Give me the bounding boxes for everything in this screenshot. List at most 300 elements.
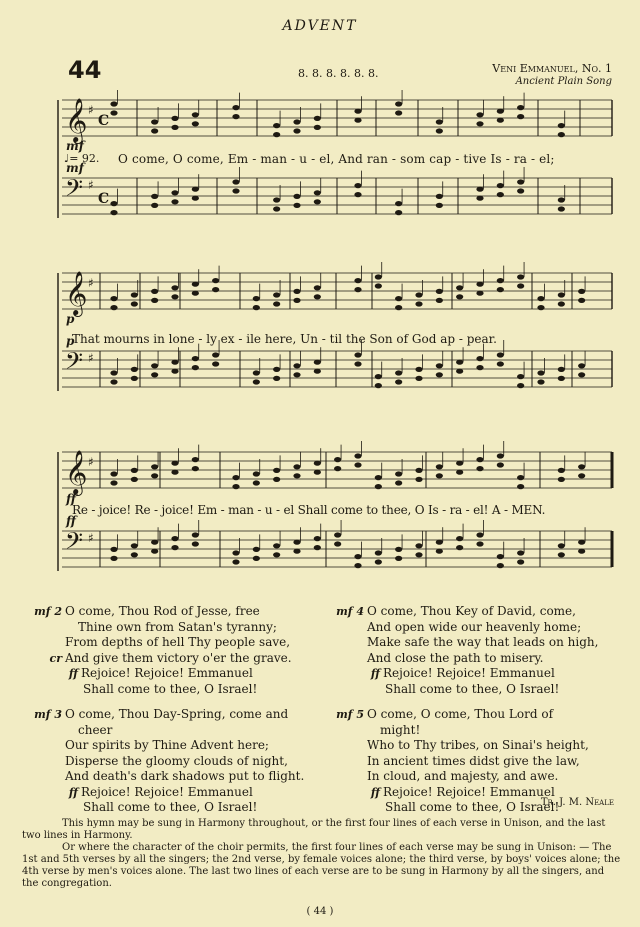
- verses-left: [34, 604, 330, 816]
- note-head: [171, 294, 178, 299]
- dynamic-mark: ff: [370, 785, 380, 799]
- note-head: [273, 197, 280, 202]
- note-head: [517, 179, 524, 184]
- note-head: [232, 105, 239, 110]
- note-head: [354, 453, 361, 458]
- note-head: [151, 203, 158, 208]
- key-signature-sharp: ♯: [88, 455, 94, 469]
- note-head: [517, 114, 524, 119]
- note-head: [436, 203, 443, 208]
- note-head: [110, 471, 117, 476]
- note-head: [293, 119, 300, 124]
- note-head: [375, 274, 382, 279]
- note-head: [293, 473, 300, 478]
- note-head: [131, 477, 138, 482]
- note-head: [354, 278, 361, 283]
- verse-line: might!: [380, 722, 421, 737]
- note-head: [456, 285, 463, 290]
- note-head: [476, 457, 483, 462]
- note-head: [497, 278, 504, 283]
- note-head: [395, 201, 402, 206]
- note-head: [578, 540, 585, 545]
- note-head: [171, 369, 178, 374]
- note-head: [314, 545, 321, 550]
- dynamic-mark: mf 3: [34, 708, 62, 721]
- note-head: [314, 285, 321, 290]
- note-head: [497, 352, 504, 357]
- treble-clef: 𝄞: [65, 98, 88, 142]
- verse-line: Our spirits by Thine Advent here;: [65, 738, 269, 752]
- note-head: [334, 466, 341, 471]
- note-head: [232, 114, 239, 119]
- note-head: [476, 356, 483, 361]
- note-head: [253, 480, 260, 485]
- note-head: [334, 532, 341, 537]
- note-head: [253, 547, 260, 552]
- note-head: [517, 283, 524, 288]
- note-head: [497, 563, 504, 568]
- note-head: [476, 112, 483, 117]
- note-head: [131, 292, 138, 297]
- note-head: [273, 132, 280, 137]
- note-head: [314, 125, 321, 130]
- section-title: ADVENT: [282, 18, 358, 34]
- note-head: [558, 123, 565, 128]
- note-head: [436, 119, 443, 124]
- note-head: [476, 291, 483, 296]
- note-head: [192, 356, 199, 361]
- bass-clef: 𝄢: [65, 174, 84, 207]
- page-number: ( 44 ): [306, 906, 334, 917]
- note-head: [558, 301, 565, 306]
- note-head: [273, 301, 280, 306]
- note-head: [293, 128, 300, 133]
- note-head: [171, 125, 178, 130]
- note-head: [456, 294, 463, 299]
- key-signature-sharp: ♯: [88, 351, 94, 365]
- note-head: [192, 466, 199, 471]
- note-head: [110, 210, 117, 215]
- note-head: [354, 183, 361, 188]
- verses-right: [336, 604, 626, 816]
- note-head: [497, 109, 504, 114]
- note-head: [436, 540, 443, 545]
- note-head: [415, 292, 422, 297]
- note-head: [537, 370, 544, 375]
- note-head: [558, 477, 565, 482]
- key-signature-sharp: ♯: [88, 103, 94, 117]
- note-head: [517, 374, 524, 379]
- tune-source: Ancient Plain Song: [515, 76, 612, 87]
- note-head: [375, 484, 382, 489]
- note-head: [314, 369, 321, 374]
- meter: 8. 8. 8. 8. 8. 8.: [298, 67, 379, 80]
- note-head: [192, 365, 199, 370]
- note-head: [395, 110, 402, 115]
- note-head: [415, 477, 422, 482]
- note-head: [131, 367, 138, 372]
- note-head: [497, 554, 504, 559]
- note-head: [131, 468, 138, 473]
- note-head: [314, 470, 321, 475]
- note-head: [558, 367, 565, 372]
- lyric-line-2: That mourns in lone - ly ex - ile here, Un - til the Son of God ap - pear.: [72, 332, 497, 346]
- note-head: [497, 192, 504, 197]
- note-head: [110, 296, 117, 301]
- note-head: [273, 123, 280, 128]
- note-head: [456, 536, 463, 541]
- lyric-line-3: Re - joice! Re - joice! Em - man - u - el Shall come to thee, O Is - ra - el! A - MEN.: [72, 503, 546, 517]
- note-head: [456, 545, 463, 550]
- note-head: [273, 552, 280, 557]
- key-signature-sharp: ♯: [88, 531, 94, 545]
- note-head: [151, 298, 158, 303]
- tempo-marking: ♩= 92.: [64, 152, 100, 165]
- bass-clef: 𝄢: [65, 347, 84, 380]
- note-head: [415, 367, 422, 372]
- note-head: [436, 298, 443, 303]
- dynamic-mark: p: [66, 334, 75, 348]
- note-head: [212, 278, 219, 283]
- dynamic-mark: mf: [66, 139, 84, 153]
- note-head: [253, 556, 260, 561]
- note-head: [476, 121, 483, 126]
- lyric-line-1: O come, O come, Em - man - u - el, And ran - som cap - tive Is - ra - el;: [118, 152, 555, 166]
- note-head: [436, 289, 443, 294]
- note-head: [354, 361, 361, 366]
- verse-line: cheer: [78, 722, 113, 737]
- note-head: [151, 119, 158, 124]
- note-head: [192, 282, 199, 287]
- note-head: [558, 132, 565, 137]
- note-head: [497, 462, 504, 467]
- note-head: [293, 203, 300, 208]
- note-head: [314, 461, 321, 466]
- dynamic-mark: ff: [68, 667, 78, 680]
- dynamic-mark: mf 2: [34, 605, 62, 618]
- note-head: [131, 552, 138, 557]
- note-head: [578, 464, 585, 469]
- note-head: [273, 468, 280, 473]
- note-head: [151, 464, 158, 469]
- verse-line: And open wide our heavenly home;: [367, 619, 582, 634]
- note-head: [171, 199, 178, 204]
- note-head: [578, 372, 585, 377]
- verse-line: Shall come to thee, O Israel!: [385, 681, 560, 696]
- note-head: [110, 480, 117, 485]
- note-head: [395, 471, 402, 476]
- verse-line: O come, Thou Key of David, come,: [367, 604, 576, 618]
- note-head: [212, 361, 219, 366]
- note-head: [395, 480, 402, 485]
- hymn-number: 44: [68, 56, 102, 84]
- note-head: [476, 532, 483, 537]
- note-head: [354, 563, 361, 568]
- note-head: [151, 540, 158, 545]
- performance-notes: [22, 818, 622, 890]
- note-head: [110, 547, 117, 552]
- note-head: [314, 536, 321, 541]
- note-head: [253, 379, 260, 384]
- note-head: [497, 287, 504, 292]
- note-head: [293, 289, 300, 294]
- note-head: [192, 187, 199, 192]
- verse-line: From depths of hell Thy people save,: [65, 635, 291, 649]
- note-head: [293, 540, 300, 545]
- note-head: [476, 365, 483, 370]
- note-head: [395, 547, 402, 552]
- note-head: [497, 118, 504, 123]
- note-head: [131, 543, 138, 548]
- note-head: [578, 363, 585, 368]
- verse-line: And give them victory o'er the grave.: [65, 650, 292, 665]
- verse-line: Rejoice! Rejoice! Emmanuel: [81, 666, 253, 680]
- note-head: [558, 292, 565, 297]
- note-head: [558, 376, 565, 381]
- note-head: [293, 363, 300, 368]
- note-head: [171, 461, 178, 466]
- note-head: [273, 292, 280, 297]
- note-head: [476, 196, 483, 201]
- note-head: [273, 367, 280, 372]
- verse-line: Thine own from Satan's tyranny;: [78, 619, 277, 634]
- note-head: [192, 121, 199, 126]
- note-head: [537, 305, 544, 310]
- note-head: [253, 296, 260, 301]
- verse-line: Rejoice! Rejoice! Emmanuel: [81, 784, 253, 799]
- note-head: [354, 192, 361, 197]
- note-head: [151, 372, 158, 377]
- note-head: [334, 457, 341, 462]
- dynamic-mark: ff: [370, 667, 380, 680]
- note-head: [192, 291, 199, 296]
- note-head: [232, 179, 239, 184]
- note-head: [436, 473, 443, 478]
- note-head: [171, 190, 178, 195]
- note-head: [151, 128, 158, 133]
- dynamic-mark: mf 4: [336, 605, 364, 618]
- note-head: [456, 369, 463, 374]
- note-head: [314, 190, 321, 195]
- verse-line: Rejoice! Rejoice! Emmanuel: [383, 666, 555, 680]
- note-head: [436, 128, 443, 133]
- note-head: [212, 287, 219, 292]
- note-head: [517, 559, 524, 564]
- note-head: [273, 477, 280, 482]
- note-head: [151, 289, 158, 294]
- dynamic-mark: mf 5: [336, 708, 364, 721]
- note-head: [232, 484, 239, 489]
- note-head: [171, 360, 178, 365]
- note-head: [395, 556, 402, 561]
- note-head: [578, 298, 585, 303]
- key-signature-sharp: ♯: [88, 276, 94, 290]
- verse-line: Who to Thy tribes, on Sinai's height,: [367, 738, 589, 752]
- note-head: [293, 194, 300, 199]
- note-head: [558, 552, 565, 557]
- dynamic-mark: mf: [66, 161, 84, 175]
- note-head: [456, 470, 463, 475]
- note-head: [293, 549, 300, 554]
- note-head: [537, 296, 544, 301]
- note-head: [151, 549, 158, 554]
- note-head: [212, 352, 219, 357]
- note-head: [253, 471, 260, 476]
- note-head: [253, 305, 260, 310]
- note-head: [171, 470, 178, 475]
- verse-line: O come, Thou Day-Spring, come and: [65, 707, 289, 721]
- note-head: [293, 372, 300, 377]
- note-head: [171, 116, 178, 121]
- note-head: [517, 475, 524, 480]
- note-head: [517, 274, 524, 279]
- note-head: [436, 372, 443, 377]
- note-head: [415, 301, 422, 306]
- note-head: [558, 197, 565, 202]
- time-signature: C: [98, 191, 110, 207]
- note-head: [415, 376, 422, 381]
- note-head: [232, 559, 239, 564]
- note-head: [415, 543, 422, 548]
- verse-line: Rejoice! Rejoice! Emmanuel: [383, 784, 555, 799]
- note-head: [110, 101, 117, 106]
- verse-line: Shall come to thee, O Israel!: [83, 800, 258, 814]
- note-head: [192, 196, 199, 201]
- note-head: [375, 559, 382, 564]
- note-head: [192, 457, 199, 462]
- note-head: [578, 289, 585, 294]
- note-head: [375, 550, 382, 555]
- note-head: [354, 109, 361, 114]
- note-head: [517, 550, 524, 555]
- note-head: [395, 296, 402, 301]
- note-head: [232, 188, 239, 193]
- note-head: [354, 352, 361, 357]
- note-head: [558, 543, 565, 548]
- note-head: [436, 549, 443, 554]
- note-head: [192, 112, 199, 117]
- note-head: [110, 201, 117, 206]
- verse-line: O come, O come, Thou Lord of: [367, 707, 554, 721]
- verse-line: And death's dark shadows put to flight.: [65, 769, 305, 783]
- note-head: [517, 105, 524, 110]
- note-head: [354, 554, 361, 559]
- note-head: [517, 188, 524, 193]
- verse-line: And close the path to misery.: [367, 650, 544, 665]
- note-head: [497, 453, 504, 458]
- note-head: [436, 464, 443, 469]
- verse-line: Make safe the way that leads on high,: [367, 635, 599, 649]
- note-head: [476, 466, 483, 471]
- note-head: [334, 541, 341, 546]
- note-head: [436, 363, 443, 368]
- note-head: [253, 370, 260, 375]
- note-head: [110, 370, 117, 375]
- note-head: [110, 379, 117, 384]
- note-head: [476, 187, 483, 192]
- note-head: [395, 101, 402, 106]
- note-head: [314, 294, 321, 299]
- treble-clef: 𝄞: [65, 271, 88, 315]
- verse-line: In ancient times didst give the law,: [367, 753, 580, 768]
- note-head: [192, 532, 199, 537]
- dynamic-mark: ff: [66, 492, 76, 506]
- note-head: [517, 484, 524, 489]
- note-head: [151, 363, 158, 368]
- note-head: [110, 556, 117, 561]
- verse-line: Shall come to thee, O Israel!: [83, 681, 258, 696]
- treble-clef: 𝄞: [65, 450, 88, 494]
- note-head: [375, 374, 382, 379]
- note-head: [476, 282, 483, 287]
- note-paragraph: This hymn may be sung in Harmony throughout, or the first four lines of each verse in Unison, and the last two lines in Harmony.: [22, 818, 606, 841]
- note-head: [517, 383, 524, 388]
- key-signature-sharp: ♯: [88, 178, 94, 192]
- note-head: [354, 118, 361, 123]
- note-head: [578, 549, 585, 554]
- note-head: [232, 475, 239, 480]
- translator-credit: Tr. J. M. Neale: [540, 797, 614, 808]
- note-head: [314, 360, 321, 365]
- note-head: [110, 110, 117, 115]
- verse-line: Disperse the gloomy clouds of night,: [65, 753, 288, 768]
- note-head: [395, 379, 402, 384]
- note-head: [131, 301, 138, 306]
- note-head: [354, 462, 361, 467]
- note-head: [415, 552, 422, 557]
- note-head: [375, 283, 382, 288]
- note-head: [395, 370, 402, 375]
- tune-name: Veni Emmanuel, No. 1: [492, 62, 612, 75]
- note-head: [456, 360, 463, 365]
- note-head: [578, 473, 585, 478]
- dynamic-mark: cr: [49, 651, 62, 665]
- note-head: [273, 206, 280, 211]
- note-head: [436, 194, 443, 199]
- note-head: [375, 383, 382, 388]
- verse-line: O come, Thou Rod of Jesse, free: [65, 604, 260, 618]
- note-head: [293, 298, 300, 303]
- note-head: [314, 116, 321, 121]
- note-head: [171, 545, 178, 550]
- note-head: [151, 473, 158, 478]
- note-head: [273, 543, 280, 548]
- note-head: [151, 194, 158, 199]
- time-signature: C: [98, 113, 110, 129]
- verse-line: Shall come to thee, O Israel!: [385, 800, 560, 814]
- note-head: [497, 183, 504, 188]
- note-head: [232, 550, 239, 555]
- note-head: [558, 206, 565, 211]
- note-head: [375, 475, 382, 480]
- note-head: [293, 464, 300, 469]
- note-head: [192, 541, 199, 546]
- note-head: [131, 376, 138, 381]
- note-head: [537, 379, 544, 384]
- note-head: [558, 468, 565, 473]
- note-head: [314, 199, 321, 204]
- note-head: [273, 376, 280, 381]
- dynamic-mark: p: [66, 312, 75, 326]
- note-head: [110, 305, 117, 310]
- note-head: [395, 305, 402, 310]
- note-head: [476, 541, 483, 546]
- dynamic-mark: ff: [66, 514, 76, 528]
- verse-line: In cloud, and majesty, and awe.: [367, 769, 559, 783]
- note-head: [354, 287, 361, 292]
- note-head: [415, 468, 422, 473]
- note-head: [456, 461, 463, 466]
